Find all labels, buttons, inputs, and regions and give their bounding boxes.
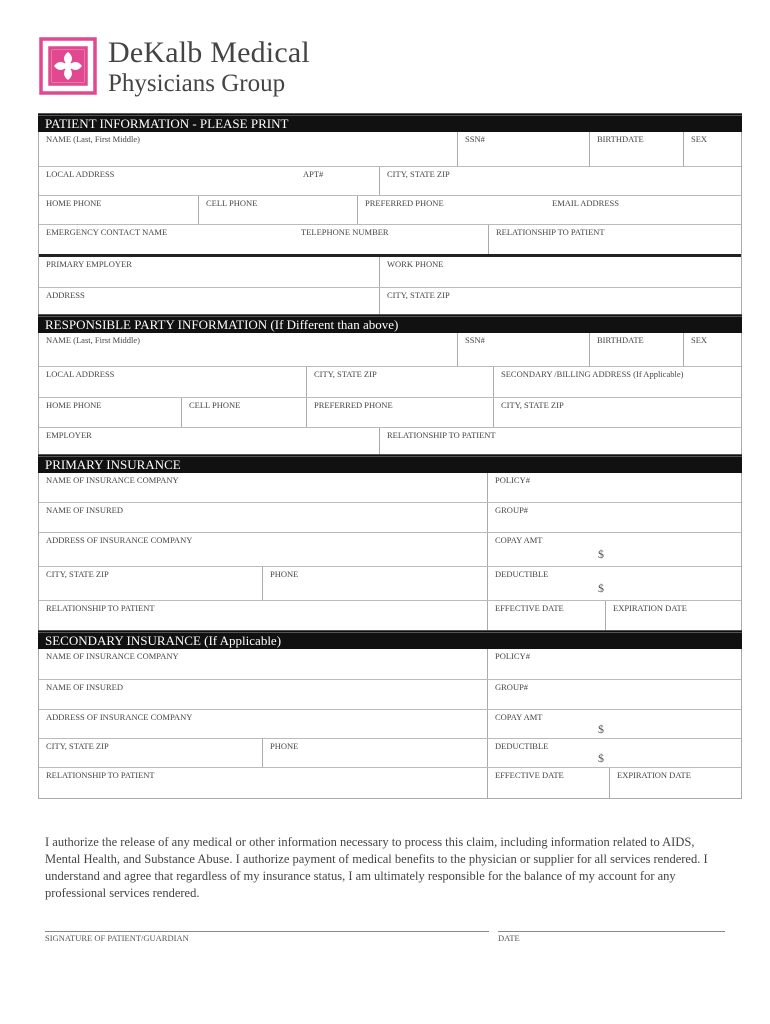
field-label: WORK PHONE (387, 259, 444, 269)
primary-row-company (39, 473, 741, 502)
consent-statement: I authorize the release of any medical or other information necessary to process this claim, including information related to AIDS, Mental Health, and Substance Abuse. I authorize payment of medical benefits to the physician or supplier for all services rendered. I understand and agree that regardless of my insurance status, I am ultimately responsible for the balance of my account for any professional services rendered. (45, 835, 708, 900)
patient-preferred-phone-field[interactable] (357, 196, 546, 224)
patient-row-employer (39, 254, 741, 287)
secondary-group-field[interactable] (487, 680, 741, 709)
billing-city-state-zip-field[interactable] (493, 398, 741, 427)
primary-phone-field[interactable] (262, 567, 488, 600)
primary-city-state-zip-field[interactable] (39, 567, 262, 600)
secondary-insurance-section (38, 630, 742, 799)
field-label: NAME OF INSURED (46, 682, 123, 692)
responsible-relationship-field[interactable] (379, 428, 741, 457)
primary-row-dates (39, 600, 741, 631)
field-label: EMERGENCY CONTACT NAME (46, 227, 168, 237)
responsible-name-field[interactable] (39, 333, 457, 366)
field-label: SECONDARY /BILLING ADDRESS (If Applicable) (501, 369, 684, 379)
dekalb-logo-icon (38, 36, 98, 96)
section-header: SECONDARY INSURANCE (If Applicable) (38, 630, 742, 649)
dollar-sign: $ (598, 722, 604, 736)
responsible-ssn-field[interactable] (457, 333, 590, 366)
primary-company-address-field[interactable] (39, 533, 487, 566)
field-label: GROUP# (495, 505, 529, 515)
field-label: EMPLOYER (46, 430, 92, 440)
field-label: SEX (691, 335, 708, 345)
field-label: NAME (Last, First Middle) (46, 335, 140, 345)
secondary-deductible-field[interactable] (487, 739, 741, 767)
signature-line[interactable] (45, 931, 489, 932)
responsible-city-state-zip-field[interactable] (306, 367, 494, 397)
field-label: SSN# (465, 134, 485, 144)
field-label: HOME PHONE (46, 198, 102, 208)
patient-row-phones (39, 195, 741, 224)
responsible-row-name (39, 333, 741, 366)
primary-row-city (39, 566, 741, 600)
field-label: EFFECTIVE DATE (495, 603, 564, 613)
field-label: SEX (691, 134, 708, 144)
field-label: COPAY AMT (495, 535, 543, 545)
work-phone-field[interactable] (379, 257, 741, 287)
secondary-company-address-field[interactable] (39, 710, 487, 738)
field-label: NAME OF INSURANCE COMPANY (46, 475, 179, 485)
patient-information-section (38, 113, 742, 318)
patient-birthdate-field[interactable] (589, 132, 684, 166)
secondary-row-company-address (39, 709, 741, 738)
responsible-row-phones (39, 397, 741, 427)
section-header: RESPONSIBLE PARTY INFORMATION (If Different than above) (38, 314, 742, 333)
emergency-contact-field[interactable] (39, 225, 294, 254)
field-label: BIRTHDATE (597, 335, 644, 345)
field-label: ADDRESS (46, 290, 85, 300)
employer-city-state-zip-field[interactable] (379, 288, 741, 317)
brand-name: DeKalb Medical (108, 36, 310, 69)
field-label: NAME (Last, First Middle) (46, 134, 140, 144)
field-label: POLICY# (495, 651, 530, 661)
responsible-preferred-phone-field[interactable] (306, 398, 494, 427)
field-label: LOCAL ADDRESS (46, 169, 115, 179)
responsible-row-address (39, 366, 741, 397)
field-label: CITY, STATE ZIP (46, 569, 109, 579)
dollar-sign: $ (598, 751, 604, 765)
primary-row-company-address (39, 532, 741, 566)
primary-expiration-date-field[interactable] (605, 601, 741, 631)
field-label: LOCAL ADDRESS (46, 369, 115, 379)
primary-relationship-field[interactable] (39, 601, 487, 631)
field-label: RELATIONSHIP TO PATIENT (46, 603, 155, 613)
patient-local-address-field[interactable] (39, 167, 296, 195)
field-label: PHONE (270, 569, 299, 579)
patient-sex-field[interactable] (683, 132, 741, 166)
field-label: CITY, STATE ZIP (387, 169, 450, 179)
secondary-relationship-field[interactable] (39, 768, 487, 798)
field-label: RELATIONSHIP TO PATIENT (387, 430, 496, 440)
secondary-insured-field[interactable] (39, 680, 487, 709)
field-label: CITY, STATE ZIP (46, 741, 109, 751)
secondary-city-state-zip-field[interactable] (39, 739, 262, 767)
dollar-sign: $ (598, 581, 604, 595)
patient-apt-field[interactable] (296, 167, 379, 195)
responsible-home-phone-field[interactable] (39, 398, 181, 427)
responsible-sex-field[interactable] (683, 333, 741, 366)
secondary-copay-field[interactable] (487, 710, 741, 738)
primary-effective-date-field[interactable] (487, 601, 606, 631)
date-line[interactable] (498, 931, 725, 932)
field-label: CITY, STATE ZIP (387, 290, 450, 300)
field-label: DEDUCTIBLE (495, 741, 549, 751)
field-label: CITY, STATE ZIP (314, 369, 377, 379)
field-label: NAME OF INSURED (46, 505, 123, 515)
field-label: TELEPHONE NUMBER (301, 227, 389, 237)
patient-ssn-field[interactable] (457, 132, 590, 166)
responsible-party-section (38, 314, 742, 458)
secondary-row-dates (39, 767, 741, 798)
field-label: COPAY AMT (495, 712, 543, 722)
secondary-policy-field[interactable] (487, 649, 741, 679)
responsible-row-employer (39, 427, 741, 457)
patient-email-field[interactable] (545, 196, 741, 224)
field-label: SSN# (465, 335, 485, 345)
employer-address-field[interactable] (39, 288, 379, 317)
field-label: BIRTHDATE (597, 134, 644, 144)
primary-employer-field[interactable] (39, 257, 379, 287)
section-header: PRIMARY INSURANCE (38, 454, 742, 473)
field-label: EXPIRATION DATE (613, 603, 687, 613)
secondary-row-city (39, 738, 741, 767)
secondary-company-field[interactable] (39, 649, 487, 679)
field-label: PREFERRED PHONE (314, 400, 393, 410)
responsible-birthdate-field[interactable] (589, 333, 684, 366)
field-label: PRIMARY EMPLOYER (46, 259, 132, 269)
patient-city-state-zip-field[interactable] (379, 167, 741, 195)
primary-insurance-section (38, 454, 742, 632)
secondary-row-company (39, 649, 741, 679)
billing-address-field[interactable] (493, 367, 741, 397)
patient-row-employer-address (39, 287, 741, 317)
secondary-row-insured (39, 679, 741, 709)
field-label: PHONE (270, 741, 299, 751)
responsible-local-address-field[interactable] (39, 367, 306, 397)
secondary-phone-field[interactable] (262, 739, 488, 767)
field-label: RELATIONSHIP TO PATIENT (46, 770, 155, 780)
field-label: POLICY# (495, 475, 530, 485)
patient-cell-phone-field[interactable] (198, 196, 358, 224)
field-label: CELL PHONE (189, 400, 241, 410)
emergency-telephone-field[interactable] (294, 225, 488, 254)
field-label: EXPIRATION DATE (617, 770, 691, 780)
signature-label: SIGNATURE OF PATIENT/GUARDIAN (45, 933, 189, 943)
primary-insured-field[interactable] (39, 503, 487, 532)
field-label: RELATIONSHIP TO PATIENT (496, 227, 605, 237)
patient-name-field[interactable] (39, 132, 457, 166)
primary-company-field[interactable] (39, 473, 487, 502)
dollar-sign: $ (598, 547, 604, 561)
field-label: NAME OF INSURANCE COMPANY (46, 651, 179, 661)
patient-row-name (39, 132, 741, 166)
field-label: CELL PHONE (206, 198, 258, 208)
field-label: DEDUCTIBLE (495, 569, 549, 579)
responsible-employer-field[interactable] (39, 428, 379, 457)
brand-subname: Physicians Group (108, 70, 286, 97)
primary-group-field[interactable] (487, 503, 741, 532)
primary-row-insured (39, 502, 741, 532)
responsible-cell-phone-field[interactable] (181, 398, 307, 427)
field-label: CITY, STATE ZIP (501, 400, 564, 410)
field-label: GROUP# (495, 682, 529, 692)
date-label: DATE (498, 933, 520, 943)
patient-home-phone-field[interactable] (39, 196, 198, 224)
primary-policy-field[interactable] (487, 473, 741, 502)
field-label: EMAIL ADDRESS (552, 198, 619, 208)
field-label: ADDRESS OF INSURANCE COMPANY (46, 535, 193, 545)
secondary-effective-date-field[interactable] (487, 768, 610, 798)
field-label: PREFERRED PHONE (365, 198, 444, 208)
emergency-relationship-field[interactable] (488, 225, 741, 254)
field-label: APT# (303, 169, 324, 179)
patient-row-emergency (39, 224, 741, 254)
patient-row-address (39, 166, 741, 195)
primary-deductible-field[interactable] (487, 567, 741, 600)
primary-copay-field[interactable] (487, 533, 741, 566)
field-label: HOME PHONE (46, 400, 102, 410)
secondary-expiration-date-field[interactable] (609, 768, 741, 798)
field-label: ADDRESS OF INSURANCE COMPANY (46, 712, 193, 722)
field-label: EFFECTIVE DATE (495, 770, 564, 780)
section-header: PATIENT INFORMATION - PLEASE PRINT (38, 113, 742, 132)
